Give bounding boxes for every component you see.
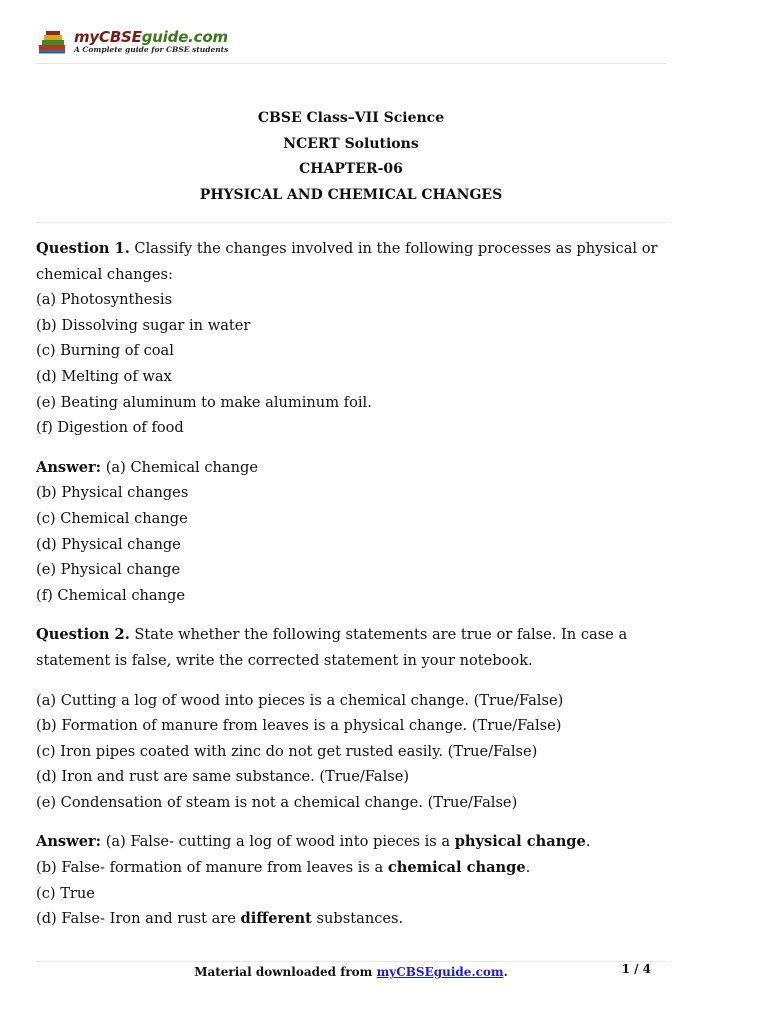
q1-option: (c) Burning of coal <box>36 342 174 360</box>
answer-2-a-emphasis: physical change <box>454 833 586 851</box>
title-solutions: NCERT Solutions <box>283 135 419 152</box>
answer-1-label: Answer: <box>36 458 102 476</box>
q2-statement: (b) Formation of manure from leaves is a physical change. (True/False) <box>36 717 562 735</box>
brand-my: my <box>74 28 100 47</box>
question-1-label: Question 1. <box>36 240 130 257</box>
page-number: 1 / 4 <box>621 962 651 976</box>
q1-option: (a) Photosynthesis <box>36 291 173 309</box>
question-2-label: Question 2. <box>36 626 130 644</box>
footer-prefix: Material downloaded from <box>194 965 377 979</box>
a1-item: (e) Physical change <box>36 561 181 579</box>
answer-2-b <box>36 855 666 881</box>
main-content <box>36 236 666 932</box>
question-1 <box>36 236 666 287</box>
question-2-text: State whether the following statements are true or false. In case a statement is false, write the corrected statement in your notebook. <box>36 626 628 669</box>
footer-divider <box>36 961 666 962</box>
brand-tagline: A Complete guide for CBSE students <box>74 45 229 55</box>
a1-item: (d) Physical change <box>36 535 181 553</box>
answer-1-first: (a) Chemical change <box>101 458 258 476</box>
answer-2-label: Answer: <box>36 833 102 851</box>
title-chapter-name: PHYSICAL AND CHEMICAL CHANGES <box>199 186 503 203</box>
answer-2-d <box>36 906 666 932</box>
a1-item: (b) Physical changes <box>36 484 189 502</box>
answer-2-d-end: substances. <box>311 910 404 928</box>
answer-2-a-end: . <box>585 833 591 851</box>
title-chapter: CHAPTER-06 <box>299 161 403 178</box>
answer-2-b-emphasis: chemical change <box>387 859 526 877</box>
title-class: CBSE Class–VII Science <box>257 110 445 126</box>
q1-option: (f) Digestion of food <box>36 419 184 437</box>
q1-option: (b) Dissolving sugar in water <box>36 316 251 334</box>
title-divider <box>36 222 666 223</box>
brand-guide: guide.com <box>141 28 228 47</box>
answer-2-c: (c) True <box>36 884 95 902</box>
brand-cbse: CBSE <box>99 28 142 47</box>
q2-statement: (d) Iron and rust are same substance. (True/False) <box>36 768 410 786</box>
q1-option: (e) Beating aluminum to make aluminum foil. <box>36 393 372 411</box>
footer-link[interactable]: myCBSEguide.com <box>376 965 504 979</box>
header-divider <box>36 63 666 64</box>
document-titles <box>36 106 666 208</box>
q1-option: (d) Melting of wax <box>36 367 172 385</box>
answer-1 <box>36 455 666 481</box>
books-logo-icon <box>37 29 71 55</box>
question-1-text: Classify the changes involved in the following processes as physical or chemical changes: <box>36 240 658 283</box>
footer-source <box>36 965 666 979</box>
q2-statement: (a) Cutting a log of wood into pieces is a chemical change. (True/False) <box>36 691 564 709</box>
answer-2-b-end: . <box>525 859 531 877</box>
a1-item: (f) Chemical change <box>36 586 185 604</box>
brand-name <box>74 30 228 45</box>
answer-2-d-emphasis: different <box>240 910 312 928</box>
answer-2-a <box>36 829 666 855</box>
a1-item: (c) Chemical change <box>36 509 188 527</box>
footer-suffix: . <box>503 965 508 979</box>
answer-2-a-text: (a) False- cutting a log of wood into pieces is a <box>101 833 455 851</box>
q2-statement: (e) Condensation of steam is not a chemical change. (True/False) <box>36 793 518 811</box>
q2-statement: (c) Iron pipes coated with zinc do not get rusted easily. (True/False) <box>36 742 538 760</box>
site-logo[interactable] <box>37 27 228 57</box>
answer-2-b-text: (b) False- formation of manure from leaves is a <box>36 859 388 877</box>
answer-2-d-text: (d) False- Iron and rust are <box>36 910 241 928</box>
question-2 <box>36 622 666 673</box>
